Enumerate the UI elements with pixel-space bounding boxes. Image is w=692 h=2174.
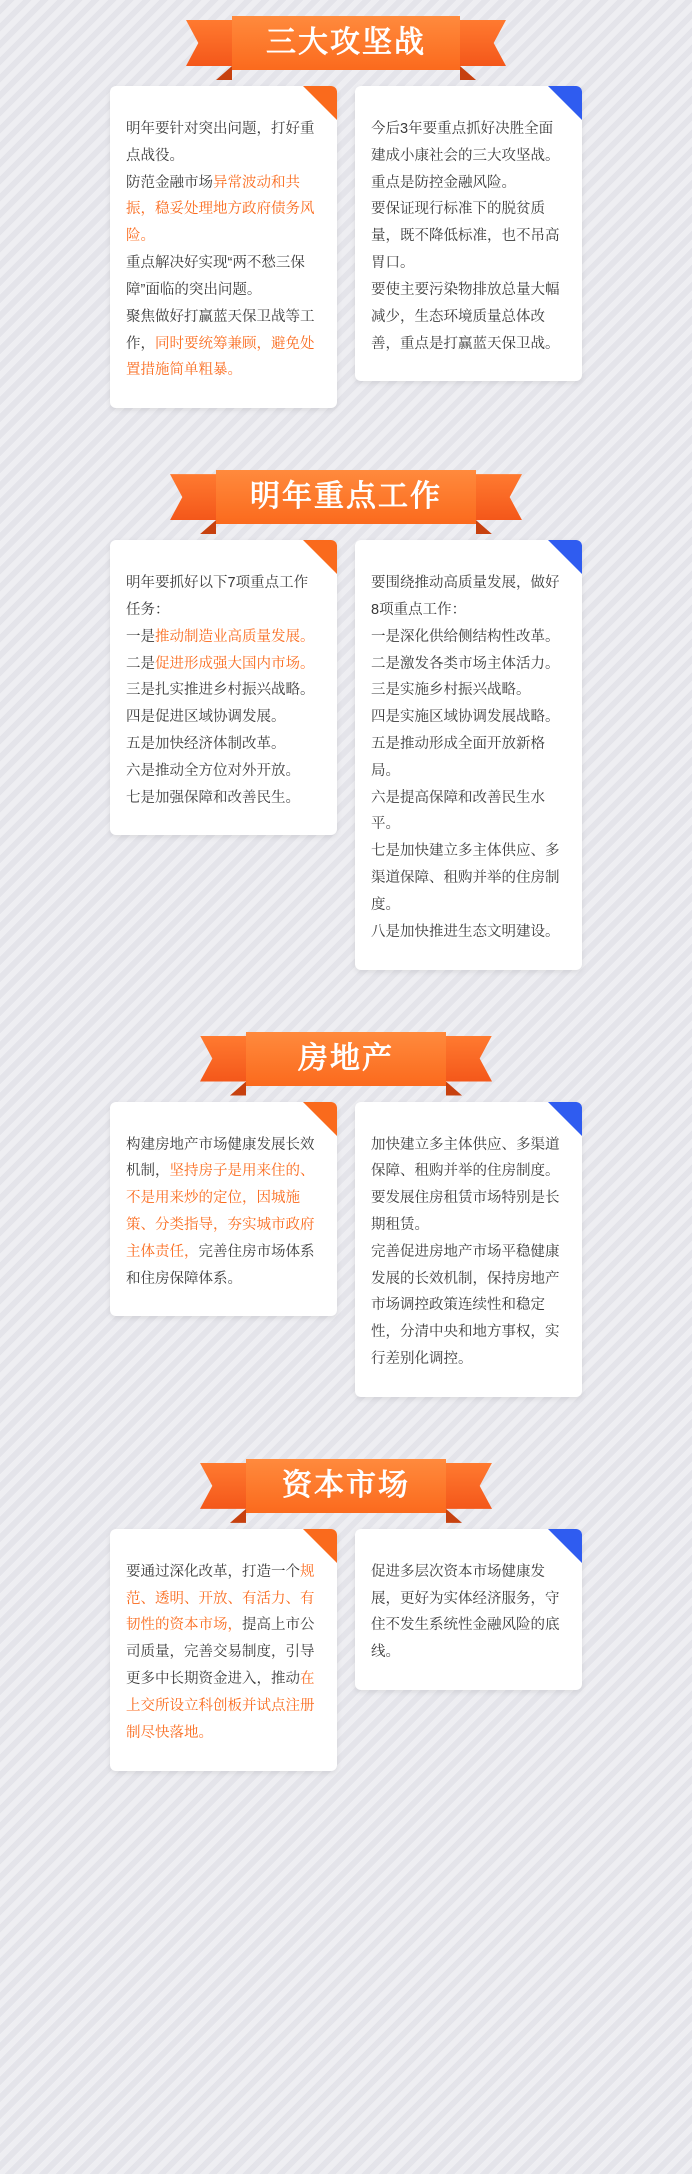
body-text: 二是激发各类市场主体活力。: [371, 655, 560, 672]
ribbon-fold-right-icon: [460, 66, 476, 80]
section-spacer: [0, 1771, 692, 1811]
card-paragraph: [126, 731, 321, 758]
body-text: 七是加强保障和改善民生。: [126, 789, 300, 806]
card-paragraph: [371, 170, 566, 197]
body-text: 聚焦做好打赢蓝天保卫战等工作，: [126, 308, 315, 352]
section-spacer: [0, 1397, 692, 1437]
orange-corner-icon: [303, 540, 337, 574]
ribbon-fold-left-icon: [230, 1509, 246, 1523]
body-text: 加快建立多主体供应、多渠道保障、租购并举的住房制度。: [371, 1136, 560, 1180]
section-banner-wrap: [0, 454, 692, 540]
cards-row: [0, 540, 692, 969]
body-text: 要保证现行标准下的脱贫质量，既不降低标准，也不吊高胃口。: [371, 201, 560, 272]
card-paragraph: [126, 304, 321, 384]
cards-row: [0, 1102, 692, 1397]
body-text: 防范金融市场: [126, 174, 213, 191]
ribbon-fold-right-icon: [446, 1509, 462, 1523]
body-text: 今后3年要重点抓好决胜全面建成小康社会的三大攻坚战。: [371, 121, 560, 164]
card-paragraph: [126, 170, 321, 250]
body-text: 一是深化供给侧结构性改革。: [371, 628, 560, 645]
body-text: 完善住房市场体系和住房保障体系。: [126, 1243, 315, 1287]
section-banner-wrap: [0, 1016, 692, 1102]
blue-corner-icon: [548, 86, 582, 120]
section: [0, 1016, 692, 1437]
section-title: 明年重点工作: [216, 470, 476, 524]
highlighted-text: 规范、透明、开放、有活力、有韧性的资本市场，: [126, 1563, 315, 1634]
section: [0, 1443, 692, 1811]
card-paragraph: [371, 624, 566, 651]
body-text: 五是加快经济体制改革。: [126, 736, 286, 752]
body-text: 四是实施区域协调发展战略。: [371, 709, 560, 726]
ribbon-fold-left-icon: [216, 66, 232, 80]
cards-row: [0, 1529, 692, 1771]
card-paragraph: [371, 1559, 566, 1666]
card-paragraph: [371, 919, 566, 946]
content-card-left: [110, 540, 337, 835]
card-paragraph: [371, 651, 566, 678]
card-paragraph: [126, 116, 321, 170]
blue-corner-icon: [548, 1529, 582, 1563]
blue-corner-icon: [548, 1102, 582, 1136]
card-paragraph: [126, 677, 321, 704]
card-paragraph: [126, 1559, 321, 1747]
body-text: 促进多层次资本市场健康发展，更好为实体经济服务，守住不发生系统性金融风险的底线。: [371, 1563, 560, 1661]
body-text: 五是推动形成全面开放新格局。: [371, 736, 545, 779]
card-paragraph: [371, 785, 566, 839]
orange-corner-icon: [303, 1529, 337, 1563]
body-text: 构建房地产市场健康发展长效机制，: [126, 1136, 315, 1180]
body-text: 六是推动全方位对外开放。: [126, 762, 300, 779]
body-text: 七是加快建立多主体供应、多渠道保障、租购并举的住房制度。: [371, 843, 560, 913]
body-text: 明年要抓好以下7项重点工作任务：: [126, 575, 309, 618]
cards-row: [0, 86, 692, 408]
body-text: 六是提高保障和改善民生水平。: [371, 789, 545, 833]
body-text: 要通过深化改革，打造一个: [126, 1563, 300, 1580]
ribbon-fold-left-icon: [200, 520, 216, 534]
card-paragraph: [371, 1239, 566, 1373]
blue-corner-icon: [548, 540, 582, 574]
section-title: 资本市场: [246, 1459, 446, 1513]
body-text: 四是促进区域协调发展。: [126, 709, 286, 726]
highlighted-text: 促进形成强大国内市场。: [155, 655, 315, 672]
ribbon-fold-right-icon: [476, 520, 492, 534]
section-spacer: [0, 408, 692, 448]
highlighted-text: 坚持房子是用来住的、不是用来炒的定位，因城施策、分类指导，夯实城市政府主体责任，: [126, 1163, 315, 1260]
content-card-left: [110, 1529, 337, 1771]
card-paragraph: [126, 624, 321, 651]
body-text: 明年要针对突出问题，打好重点战役。: [126, 121, 315, 164]
card-paragraph: [126, 704, 321, 731]
card-paragraph: [126, 785, 321, 812]
card-paragraph: [371, 570, 566, 624]
card-paragraph: [371, 838, 566, 918]
body-text: 要围绕推动高质量发展，做好8项重点工作：: [371, 575, 560, 618]
content-card-right: [355, 1102, 582, 1397]
body-text: 提高上市公司质量，完善交易制度，引导更多中长期资金进入，推动: [126, 1617, 315, 1688]
content-card-right: [355, 1529, 582, 1690]
card-paragraph: [371, 731, 566, 785]
card-paragraph: [371, 704, 566, 731]
section-title: 房地产: [246, 1032, 446, 1086]
body-text: 重点解决好实现“两不愁三保障”面临的突出问题。: [126, 255, 305, 298]
content-card-left: [110, 1102, 337, 1317]
body-text: 三是实施乡村振兴战略。: [371, 682, 531, 699]
body-text: 重点是防控金融风险。: [371, 174, 516, 191]
content-card-right: [355, 86, 582, 381]
body-text: 一是: [126, 628, 155, 645]
body-text: 要发展住房租赁市场特别是长期租赁。: [371, 1190, 560, 1233]
body-text: 三是扎实推进乡村振兴战略。: [126, 682, 315, 699]
section: [0, 0, 692, 448]
section-banner-wrap: [0, 1443, 692, 1529]
highlighted-text: 在上交所设立科创板并试点注册制尽快落地。: [126, 1671, 315, 1741]
card-paragraph: [371, 677, 566, 704]
section-title: 三大攻坚战: [232, 16, 460, 70]
card-paragraph: [371, 1185, 566, 1239]
ribbon-fold-left-icon: [230, 1082, 246, 1096]
highlighted-text: 同时要统筹兼顾，避免处置措施简单粗暴。: [126, 335, 315, 379]
card-paragraph: [371, 1132, 566, 1186]
card-paragraph: [126, 758, 321, 785]
orange-corner-icon: [303, 1102, 337, 1136]
body-text: 要使主要污染物排放总量大幅减少，生态环境质量总体改善，重点是打赢蓝天保卫战。: [371, 281, 560, 352]
orange-corner-icon: [303, 86, 337, 120]
card-paragraph: [371, 196, 566, 276]
section-banner-wrap: [0, 0, 692, 86]
highlighted-text: 推动制造业高质量发展。: [155, 628, 315, 645]
content-card-left: [110, 86, 337, 408]
body-text: 八是加快推进生态文明建设。: [371, 923, 560, 940]
card-paragraph: [371, 116, 566, 170]
card-paragraph: [126, 1132, 321, 1293]
card-paragraph: [126, 250, 321, 304]
body-text: 完善促进房地产市场平稳健康发展的长效机制，保持房地产市场调控政策连续性和稳定性，分清中央和地方事权，实行差别化调控。: [371, 1243, 560, 1367]
section-spacer: [0, 970, 692, 1010]
card-paragraph: [371, 277, 566, 357]
content-card-right: [355, 540, 582, 969]
section: [0, 454, 692, 1009]
highlighted-text: 异常波动和共振，稳妥处理地方政府债务风险。: [126, 174, 315, 245]
card-paragraph: [126, 570, 321, 624]
card-paragraph: [126, 651, 321, 678]
body-text: 二是: [126, 655, 155, 672]
ribbon-fold-right-icon: [446, 1082, 462, 1096]
